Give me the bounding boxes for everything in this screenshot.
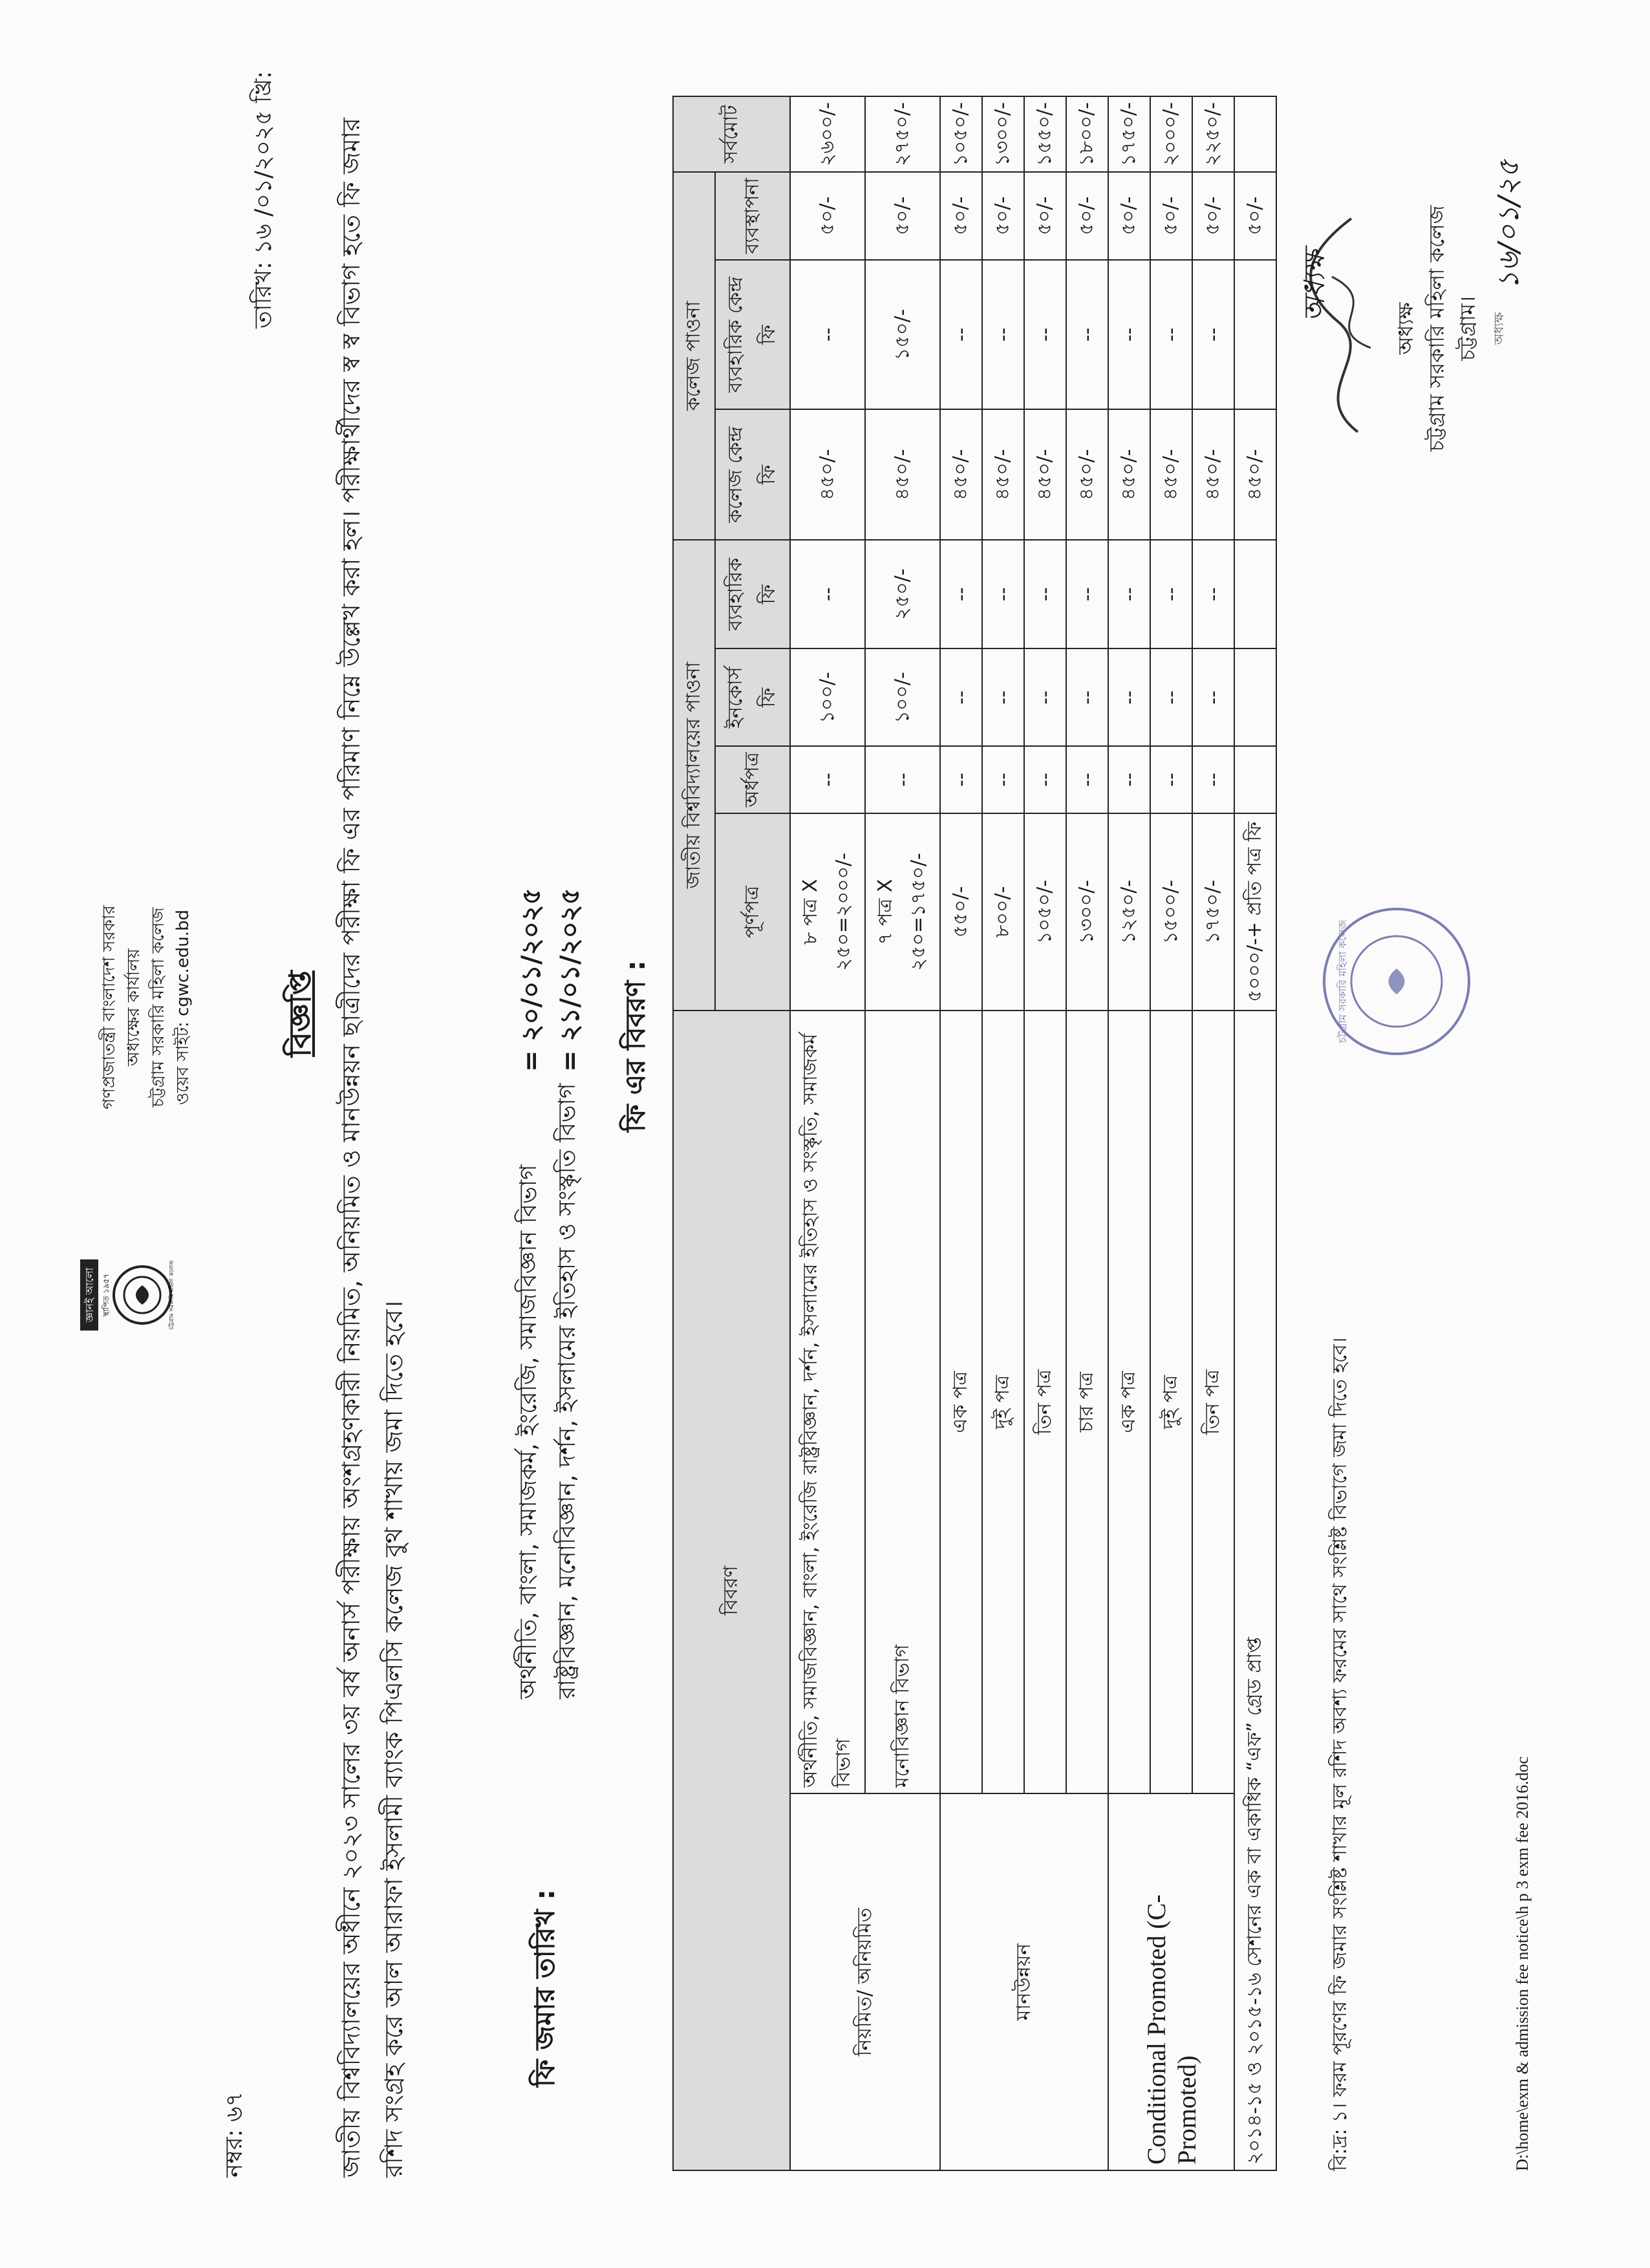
cell-value: ১৭৫০/- (1108, 96, 1150, 172)
cell-value: -- (982, 648, 1024, 746)
cell-value (1234, 746, 1276, 813)
cell-value: -- (1108, 648, 1150, 746)
fee-date-label: ফি জমার তারিখ : (529, 1889, 561, 2087)
cell-value: ৫০/- (1150, 172, 1192, 260)
college-logo (78, 1246, 175, 1343)
fee-date-departments-1: অর্থনীতি, বাংলা, সমাজকর্ম, ইংরেজি, সমাজবিজ্ঞান বিভাগ (515, 1164, 542, 1699)
cell-value: ১২৫০/- (1108, 813, 1150, 1011)
cell-value: ৪৫০/- (1024, 409, 1066, 539)
note-label: বি:দ্র: (1329, 2128, 1351, 2171)
cell-value: -- (940, 746, 982, 813)
header-centre-fee: কলেজ কেন্দ্র ফি (715, 409, 790, 539)
header-incourse-fee: ইনকোর্স ফি (715, 648, 790, 746)
cell-value: -- (1024, 648, 1066, 746)
logo-college-name: চট্টগ্রাম সরকারি মহিলা কলেজ (169, 1260, 175, 1330)
page-title: বিজ্ঞপ্তি (283, 970, 317, 1057)
cell-value: ১০০/- (865, 648, 940, 746)
cell-value: -- (982, 540, 1024, 649)
signature-role: অধ্যক্ষ (1393, 302, 1418, 355)
handwritten-name: অধ্যক্ষ (1298, 250, 1331, 322)
cell-value: -- (982, 260, 1024, 410)
row-label: তিন পত্র (1192, 1011, 1234, 1793)
cell-value: -- (1192, 540, 1234, 649)
signature-block (1390, 134, 1514, 522)
row-label: দুই পত্র (1150, 1011, 1192, 1793)
cell-value: -- (1108, 746, 1150, 813)
signature-city: চট্টগ্রাম। (1455, 296, 1480, 361)
cell-value: -- (982, 746, 1024, 813)
table-header-row (673, 96, 715, 2170)
cell-value: ২০০০/- (1150, 96, 1192, 172)
cell-value: ৭ পত্র X ২৫০=১৭৫০/- (865, 813, 940, 1011)
header-practical-fee: ব্যবহারিক ফি (715, 540, 790, 649)
cell-value: ২৭৫০/- (865, 96, 940, 172)
cell-value: -- (790, 746, 865, 813)
fee-date-2: = ২১/০১/২০২৫ (555, 888, 585, 1072)
cell-value: -- (940, 260, 982, 410)
handwritten-date: ১৬/০১/২৫ (1492, 159, 1525, 290)
table-row (1108, 96, 1150, 2170)
fee-details-title: ফি এর বিবরণ : (619, 960, 651, 1132)
row-label: তিন পত্র (1024, 1011, 1066, 1793)
cell-value: -- (1192, 746, 1234, 813)
logo-emblem-icon (78, 1246, 175, 1343)
cell-value: ৫০/- (1108, 172, 1150, 260)
cell-value: ১০৫০/- (940, 96, 982, 172)
cell-value: ১৫০০/- (1150, 813, 1192, 1011)
signature-initials: অধ্যক্ষ (1491, 312, 1506, 345)
cell-value: ৪৫০/- (940, 409, 982, 539)
header-total: সর্বমোট (673, 96, 790, 172)
cell-value: ৫০০০/-+ প্রতি পত্র ফি (1234, 813, 1276, 1011)
seal-stamp-icon (1319, 904, 1474, 1059)
row-label: দুই পত্র (982, 1011, 1024, 1793)
notice-date: তারিখ: ১৬ /০১/২০২৫ খ্রি: (250, 70, 277, 328)
cell-value: ৪৫০/- (1108, 409, 1150, 539)
cell-value (1234, 260, 1276, 410)
college-seal (1319, 904, 1474, 1059)
row-description: অর্থনীতি, সমাজবিজ্ঞান, বাংলা, ইংরেজি রাষ্ট্রবিজ্ঞান, দর্শন, ইসলামের ইতিহাস ও সংস্কৃতি, সমাজকর্ম বিভাগ (790, 1011, 865, 1793)
cell-value: ১০৫০/- (1024, 813, 1066, 1011)
cell-value: ৫৫০/- (940, 813, 982, 1011)
cell-value: -- (1108, 260, 1150, 410)
cell-value: -- (790, 540, 865, 649)
cell-value: ২৫০/- (865, 540, 940, 649)
cell-value: -- (1024, 746, 1066, 813)
cell-value (1234, 648, 1276, 746)
notice-body: জাতীয় বিশ্ববিদ্যালয়ের অধীনে ২০২৩ সালের ৩য় বর্ষ অনার্স পরীক্ষায় অংশগ্রহণকারী নিয়মিত, অনিয়মিত ও মানউন্নয়ন ছাত্রীদের পরীক্ষা ফি এর পরিমাণ নিম্নে উল্লেখ করা হল। পরীক্ষার্থীদের স্ব স্ব বিভাগ হতে ফি জমার রশিদ সংগ্রহ করে আল আরাফা ইসলামী ব্যাংক পিএলসি কলেজ বুথ শাখায় জমা দিতে হবে। (337, 118, 408, 2177)
cell-value (1234, 96, 1276, 172)
cell-value: -- (790, 260, 865, 410)
cell-value: ৫০/- (1234, 172, 1276, 260)
note-text: ১। ফরম পূরণের ফি জমার সংশ্লিষ্ট শাখার মূল রশিদ অবশ্য ফরমের সাথে সংশ্লিষ্ট বিভাগে জমা দিতে হবে। (1329, 1337, 1351, 2123)
table-row (790, 96, 865, 2170)
c-promoted-label: Conditional Promoted (C-Promoted) (1108, 1793, 1234, 2170)
note (1325, 943, 1355, 2171)
improvement-label: মানউন্নয়ন (940, 1793, 1108, 2170)
file-path: D:\home\exm & admission fee notice\h p 3 exm fee 2016.doc (1513, 1756, 1532, 2171)
cell-value: ৫০/- (940, 172, 982, 260)
cell-value: ৫০/- (982, 172, 1024, 260)
cell-value: ৪৫০/- (790, 409, 865, 539)
seal-text: চট্টগ্রাম সরকারি মহিলা কলেজ (1336, 919, 1349, 1043)
row-label: এক পত্র (1108, 1011, 1150, 1793)
header-college-dues: কলেজ পাওনা (673, 172, 715, 540)
header-govt: গণপ্রজাতন্ত্রী বাংলাদেশ সরকার (100, 905, 119, 1109)
cell-value: ৮ পত্র X ২৫০=২০০০/- (790, 813, 865, 1011)
signature-college: চট্টগ্রাম সরকারি মহিলা কলেজ (1424, 205, 1449, 452)
cell-value: -- (1150, 260, 1192, 410)
logo-motto: জ্ঞানই আলো (83, 1267, 96, 1323)
cell-value: ৪৫০/- (865, 409, 940, 539)
cell-value: ৪৫০/- (1150, 409, 1192, 539)
cell-value: -- (1066, 540, 1108, 649)
cell-value: ৪৫০/- (1066, 409, 1108, 539)
cell-value: -- (1150, 540, 1192, 649)
cell-value: -- (940, 648, 982, 746)
cell-value: ১৭৫০/- (1192, 813, 1234, 1011)
header-full-paper: পূর্ণপত্র (715, 813, 790, 1011)
row-label: এক পত্র (940, 1011, 982, 1793)
row-description: ২০১৪-১৫ ও ২০১৫-১৬ সেশনের এক বা একাধিক “এফ” গ্রেড প্রাপ্ত (1234, 1011, 1276, 2170)
table-row (1234, 96, 1276, 2170)
header-office: অধ্যক্ষের কার্যালয় (124, 948, 144, 1066)
header-half-paper: অর্ধপত্র (715, 746, 790, 813)
fee-date-departments-2: রাষ্ট্রবিজ্ঞান, মনোবিজ্ঞান, দর্শন, ইসলামের ইতিহাস ও সংস্কৃতি বিভাগ (554, 1083, 581, 1699)
cell-value: -- (1066, 648, 1108, 746)
signature-scribble-icon (1280, 199, 1390, 445)
header-management: ব্যবস্থাপনা (715, 172, 790, 260)
cell-value: ১৫০/- (865, 260, 940, 410)
fee-table (672, 96, 1277, 2171)
header-nu-dues: জাতীয় বিশ্ববিদ্যালয়ের পাওনা (673, 540, 715, 1011)
office-header (97, 813, 195, 1201)
cell-value: ৫০/- (790, 172, 865, 260)
regular-label: নিয়মিত/ অনিয়মিত (790, 1793, 940, 2170)
cell-value: -- (1150, 648, 1192, 746)
table-row (940, 96, 982, 2170)
cell-value: ৪৫০/- (1192, 409, 1234, 539)
cell-value: ২৬০০/- (790, 96, 865, 172)
header-description: বিবরণ (673, 1011, 790, 2170)
cell-value: -- (1150, 746, 1192, 813)
cell-value: ১৩০০/- (982, 96, 1024, 172)
cell-value: ১০০/- (790, 648, 865, 746)
fee-date-1: = ২০/০১/২০২৫ (517, 888, 546, 1072)
cell-value: ১৫৫০/- (1024, 96, 1066, 172)
cell-value: -- (1192, 648, 1234, 746)
cell-value: -- (1024, 540, 1066, 649)
cell-value: ৫০/- (1192, 172, 1234, 260)
row-description: মনোবিজ্ঞান বিভাগ (865, 1011, 940, 1793)
cell-value: ২২৫০/- (1192, 96, 1234, 172)
cell-value: -- (1192, 260, 1234, 410)
cell-value: ১৩০০/- (1066, 813, 1108, 1011)
memo-number: নম্বর: ৬৭ (221, 2091, 248, 2177)
cell-value: ৪৫০/- (982, 409, 1024, 539)
header-college: চট্টগ্রাম সরকারি মহিলা কলেজ (149, 907, 168, 1107)
cell-value: -- (1066, 260, 1108, 410)
cell-value: ১৮০০/- (1066, 96, 1108, 172)
cell-value: ৫০/- (1066, 172, 1108, 260)
cell-value: -- (1108, 540, 1150, 649)
logo-year: স্থাপিত ১৯৫৭ (102, 1273, 111, 1317)
cell-value: -- (940, 540, 982, 649)
cell-value: ৮০০/- (982, 813, 1024, 1011)
cell-value: ৫০/- (1024, 172, 1066, 260)
cell-value: ৪৫০/- (1234, 409, 1276, 539)
header-website: ওয়েব সাইট: cgwc.edu.bd (173, 910, 193, 1105)
principal-signature (1280, 199, 1390, 445)
cell-value: -- (1024, 260, 1066, 410)
header-practical-centre-fee: ব্যবহারিক কেন্দ্র ফি (715, 260, 790, 410)
cell-value: -- (865, 746, 940, 813)
cell-value: -- (1066, 746, 1108, 813)
row-label: চার পত্র (1066, 1011, 1108, 1793)
cell-value (1234, 540, 1276, 649)
cell-value: ৫০/- (865, 172, 940, 260)
